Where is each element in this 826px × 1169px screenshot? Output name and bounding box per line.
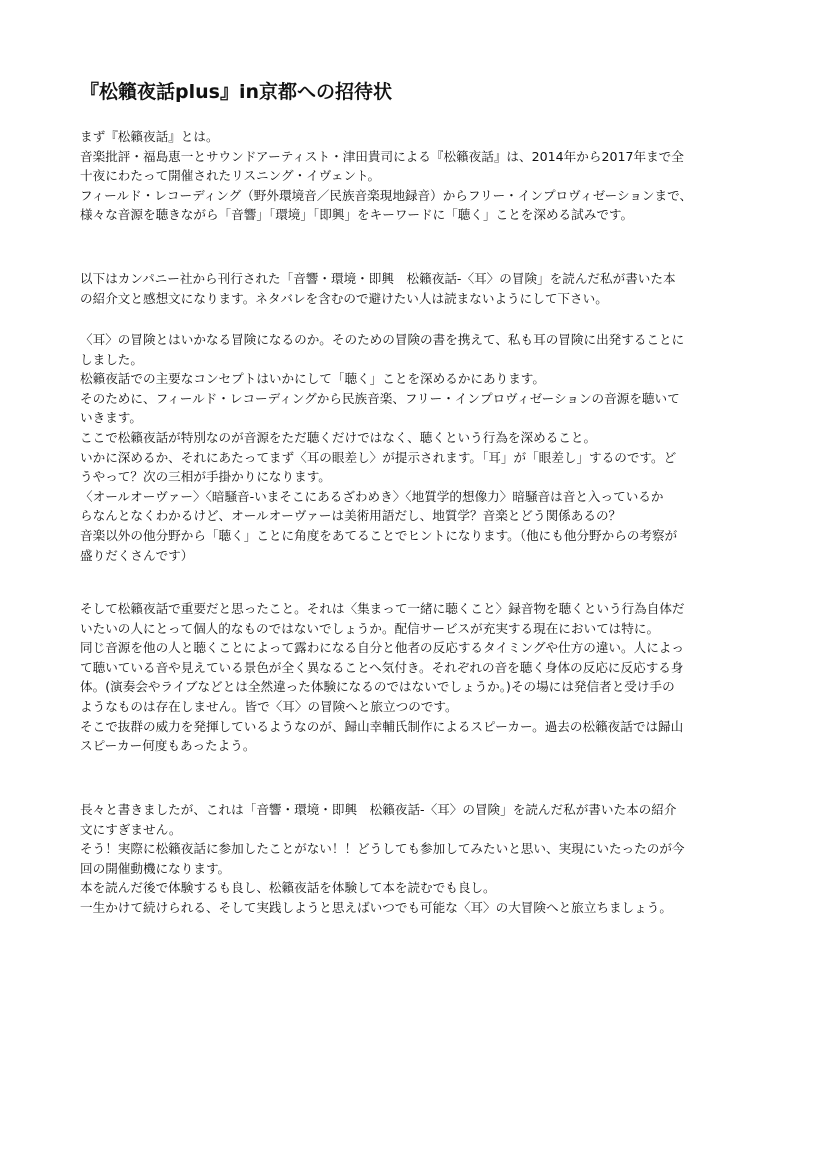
paragraph-closing — [80, 800, 748, 918]
text-line: 松籟夜話での主要なコンセプトはいかにして「聴く」ことを深めるかにあります。 — [80, 371, 545, 387]
text-line: 十夜にわたって開催されたリスニング・イヴェント。 — [80, 168, 381, 184]
paragraph-listening-together — [80, 599, 748, 756]
text-line: ここで松籟夜話が特別なのが音源をただ聴くだけではなく、聴くという行為を深めること。 — [80, 429, 597, 445]
text-line: そして松籟夜話で重要だと思ったこと。それは〈集まって一緒に聴くこと〉録音物を聴くという行為自体だ — [80, 601, 685, 616]
text-line: まず『松籟夜話』とは。 — [80, 129, 219, 144]
text-line: しました。 — [80, 351, 143, 367]
document-title: 『松籟夜話plus』in京都への招待状 — [80, 81, 392, 103]
text-line: 様々な音源を聴きながら「音響」「環境」「即興」をキーワードに「聴く」ことを深める試みです。 — [80, 207, 634, 223]
text-line: 〈オールオーヴァー〉〈暗騒音-いまそこにあるざわめき〉〈地質学的想像力〉暗騒音は音と入っているか — [80, 488, 664, 504]
text-line: 長々と書きましたが、これは「音響・環境・即興 松籟夜話-〈耳〉の冒険」を読んだ私が書いた本の紹介 — [80, 802, 677, 817]
paragraph-adventure — [80, 330, 748, 565]
text-line: 体。(演奏会やライブなどとは全然違った体験になるのではないでしょうか。)その場には発信者と受け手の — [80, 679, 675, 695]
paragraph-intro — [80, 127, 748, 225]
document-page — [80, 0, 748, 1169]
text-line: ようなものは存在しません。皆で〈耳〉の冒険へと旅立つのです。 — [80, 698, 458, 714]
text-line: いたいの人にとって個人的なものではないでしょうか。配信サービスが充実する現在においては特に。 — [80, 620, 660, 636]
text-line: うやって？次の三相が手掛かりになります。 — [80, 469, 331, 485]
text-line: 以下はカンパニー社から刊行された「音響・環境・即興 松籟夜話-〈耳〉の冒険」を読んだ私が書いた本 — [80, 271, 676, 286]
text-line: いきます。 — [80, 410, 142, 426]
text-line: の紹介文と感想文になります。ネタバレを含むので避けたい人は読まないようにして下さい。 — [80, 290, 608, 306]
text-line: そう！実際に松籟夜話に参加したことがない！！どうしても参加してみたいと思い、実現にいたったのが今 — [80, 841, 685, 857]
text-line: 文にすぎません。 — [80, 821, 182, 837]
text-line: スピーカー何度もあったよう。 — [80, 738, 256, 754]
text-line: フィールド・レコーディング（野外環境音／民族音楽現地録音）からフリー・インプロヴィゼーションまで、 — [80, 187, 693, 203]
text-line: 盛りだくさんです） — [80, 547, 194, 563]
text-line: そこで抜群の威力を発揮しているようなのが、歸山幸輔氏制作によるスピーカー。過去の松籟夜話では歸山 — [80, 718, 684, 734]
text-line: そのために、フィールド・レコーディングから民族音楽、フリー・インプロヴィゼーションの音源を聴いて — [80, 390, 680, 406]
text-line: 同じ音源を他の人と聴くことによって露わになる自分と他者の反応するタイミングや仕方の違い。人によっ — [80, 640, 684, 656]
text-line: 〈耳〉の冒険とはいかなる冒険になるのか。そのための冒険の書を携えて、私も耳の冒険に出発することに — [80, 332, 685, 347]
text-line: 一生かけて続けられる、そして実践しようと思えばいつでも可能な〈耳〉の大冒険へと旅立ちましょう。 — [80, 899, 672, 915]
text-line: 回の開催動機になります。 — [80, 860, 231, 876]
text-line: らなんとなくわかるけど、オールオーヴァーは美術用語だし、地質学？音楽とどう関係あるの？ — [80, 508, 622, 524]
text-line: いかに深めるか、それにあたってまず〈耳の眼差し〉が提示されます。「耳」が「眼差し」するのです。ど — [80, 449, 677, 465]
paragraph-notice — [80, 269, 748, 308]
text-line: て聴いている音や見えている景色が全く異なることへ気付き。それぞれの音を聴く身体の反応に反応する身 — [80, 659, 684, 675]
text-line: 本を読んだ後で体験するも良し、松籟夜話を体験して本を読むでも良し。 — [80, 880, 496, 896]
text-line: 音楽以外の他分野から「聴く」ことに角度をあてることでヒントになります。（他にも他分野からの考察が — [80, 527, 678, 543]
text-line: 音楽批評・福島恵一とサウンドアーティスト・津田貴司による『松籟夜話』は、2014年から2017年まで全 — [80, 148, 684, 164]
